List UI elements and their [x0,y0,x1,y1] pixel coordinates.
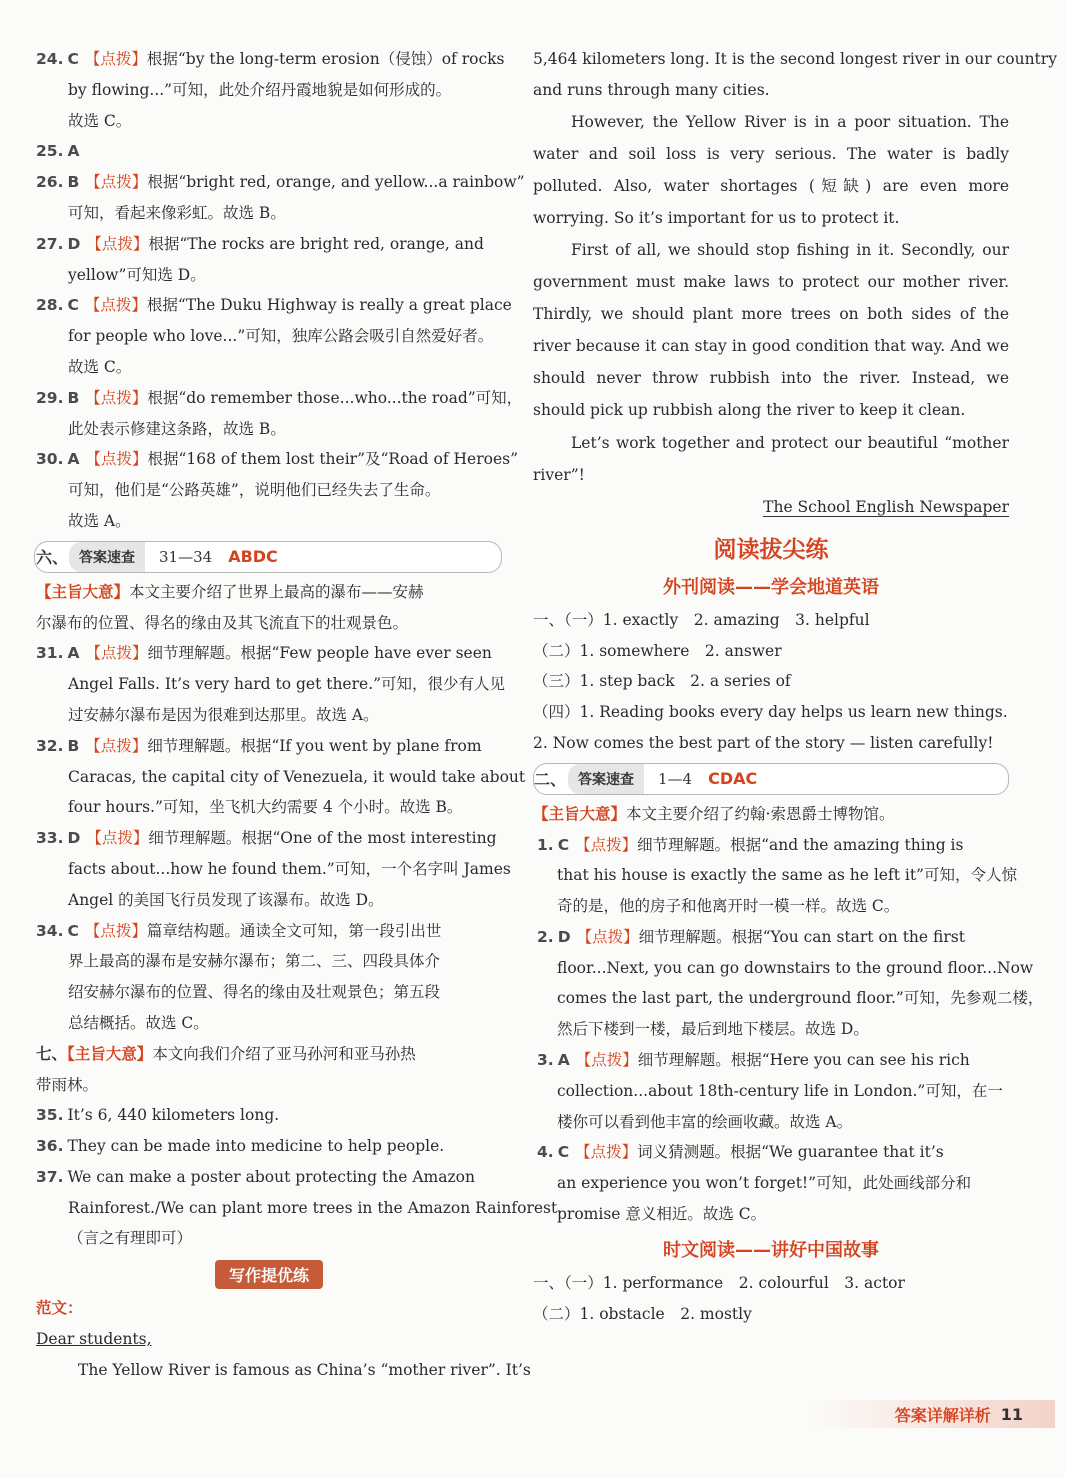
explanation-text: 细节理解题。根据“If you went by plane from [147,736,482,755]
question-number: 34. [36,921,64,940]
hint-tag: 【点拨】 [84,50,147,68]
writing-section-title: 写作提优练 [215,1260,323,1289]
explanation-text: yellow”可知选 D。 [68,265,206,284]
hint-tag: 【点拨】 [85,173,148,192]
answer-letter: C [557,835,570,854]
question-number: 29. [36,388,64,407]
answer-letter: B [67,736,80,755]
quick-check-keys: CDAC [708,769,758,789]
essay-paragraph: However, the Yellow River is in a poor situation. The water and soil loss is very serious. The water is badly polluted. Also, water shortages (短缺) are even more worrying. So it’s important for us to protect it. [533,112,1009,227]
explanation-text: that his house is exactly the same as he left it”可知，令人惊 [557,866,1017,885]
explanation-text: 楼你可以看到他丰富的绘画收藏。故选 A。 [557,1112,853,1131]
hint-tag: 【点拨】 [575,1143,638,1162]
subheading-foreign-reading: 外刊阅读——学会地道英语 [663,576,879,598]
answer-letter: D [557,927,571,946]
answer-quick-check-6 [34,541,502,573]
main-idea-6-line2: 尔瀑布的位置、得名的缘由及其飞流直下的壮观景色。 [36,613,409,632]
explanation-text: 根据“bright red, orange, and yellow...a rainbow” [147,173,525,192]
answer-item-continuation [36,352,502,383]
answer-line: （四）1. Reading books every day helps us learn new things. [533,703,1008,722]
answer-item [36,916,502,947]
left-column [36,44,563,1386]
answer-item [36,229,502,260]
answer-line: （三）1. step back 2. a series of [533,672,791,691]
question-number: 37. [36,1167,64,1186]
answer-item [36,136,502,167]
answer-line: 2. Now comes the best part of the story — listen carefully! [533,733,994,752]
answer-letter: B [67,173,80,192]
explanation-text: an experience you won’t forget!”可知，此处画线部分和 [557,1174,972,1193]
quick-check-label: 答案速查 [69,542,145,572]
answer-item-continuation [36,75,502,106]
explanation-text: 故选 C。 [68,357,132,376]
question-number: 36. [36,1137,64,1156]
answer-letter: C [67,296,79,315]
question-number: 25. [36,142,64,161]
answer-item-continuation [36,792,502,823]
explanation-text: 可知，他们是“公路英雄”，说明他们已经失去了生命。 [68,481,441,500]
footer-title: 答案详解详析 [894,1405,991,1425]
answer-item [36,167,525,198]
answer-letter: C [67,921,79,940]
question-number: 27. [36,234,64,253]
answer-list-part5 [36,44,525,537]
essay-paragraph: First of all, we should stop fishing in it. Secondly, our government must make laws to protect our mother river. Thirdly, we should plant more trees on both sides of the river because it can stay in good condition that way. And we should never throw rubbish into the river. Instead, we should pick up rubbish along the river to keep it clean. [533,240,1009,420]
hint-tag: 【点拨】 [86,234,149,253]
section-number: 二、 [534,770,567,790]
explanation-text: 根据“do remember those...who...the road”可知， [147,388,523,407]
answer-item [36,823,502,854]
explanation-text: comes the last part, the underground floor.”可知，先参观二楼， [557,989,1044,1008]
explanation-text: Angel Falls. It’s very hard to get there.”可知，很少有人见 [68,675,506,694]
answer-letter: B [67,388,80,407]
question-number: 31. [36,644,64,663]
question-number: 24. [36,50,64,68]
hint-tag: 【点拨】 [576,927,639,946]
answer-item-continuation [533,953,1034,984]
question-number: 28. [36,296,64,315]
explanation-text: 细节理解题。根据“You can start on the first [638,927,965,946]
hint-tag: 【点拨】 [575,835,638,854]
main-idea-tag: 【主旨大意】 [36,582,130,601]
answer-item-continuation [36,1193,563,1224]
explanation-text: 细节理解题。根据“and the amazing thing is [637,835,964,854]
page-footer [811,1400,1055,1428]
answer-list-reading [533,830,1044,1230]
explanation-text: They can be made into medicine to help people. [67,1137,445,1156]
explanation-text: 细节理解题。根据“Few people have ever seen [147,644,492,663]
answer-item [36,444,518,475]
answer-line: 一、（一）1. exactly 2. amazing 3. helpful [533,610,870,629]
explanation-text: floor...Next, you can go downstairs to the ground floor...Now [557,958,1034,977]
explanation-text: 绍安赫尔瀑布的位置、得名的缘由及壮观景色；第五段 [68,983,441,1002]
answer-line: （二）1. obstacle 2. mostly [533,1304,752,1323]
answer-letter: A [67,450,80,469]
explanation-text: We can make a poster about protecting the Amazon [67,1167,475,1186]
answer-item [36,731,502,762]
answer-item [36,1131,502,1162]
explanation-text: 总结概括。故选 C。 [68,1013,209,1032]
answer-letter: A [67,644,80,663]
fill-blank-answers-1 [533,605,1009,759]
answer-item-continuation [36,977,502,1008]
explanation-text: 细节理解题。根据“One of the most interesting [148,829,497,848]
answer-item [533,1137,1009,1168]
question-number: 35. [36,1106,64,1125]
answer-item-continuation [36,506,502,537]
explanation-text: 根据“by the long-term erosion（侵蚀）of rocks [146,50,505,68]
answer-line: 一、（一）1. performance 2. colourful 3. actor [533,1273,905,1292]
quick-check-label: 答案速查 [568,764,644,794]
answer-item-continuation [36,198,502,229]
explanation-text: 根据“168 of them lost their”及“Road of Heroes” [147,450,518,469]
explanation-text: （言之有理即可） [68,1229,193,1248]
fill-blank-answers-2 [533,1268,1009,1330]
answer-item-continuation [533,1014,1009,1045]
answer-item-continuation [36,854,511,885]
hint-tag: 【点拨】 [575,1051,638,1070]
answer-letter: A [67,142,80,161]
answer-list-part7 [36,1100,563,1254]
writing-title-wrap [36,1260,502,1289]
hint-tag: 【点拨】 [86,829,149,848]
answer-letter: C [557,1143,570,1162]
explanation-text: 细节理解题。根据“Here you can see his rich [637,1051,970,1070]
hint-tag: 【点拨】 [85,388,148,407]
answer-quick-check-2 [533,763,1009,795]
question-number: 1. [537,835,554,854]
question-number: 30. [36,450,64,469]
answer-item-continuation [533,983,1044,1014]
explanation-text: collection...about 18th-century life in London.”可知，在一 [557,1081,1003,1100]
explanation-text: 过安赫尔瀑布是因为很难到达那里。故选 A。 [68,705,379,724]
explanation-text: Caracas, the capital city of Venezuela, it would take about [68,767,526,786]
explanation-text: 此处表示修建这条路，故选 B。 [68,419,286,438]
quick-check-range: 31—34 [159,547,213,566]
page-number: 11 [1000,1404,1023,1424]
explanation-text: 根据“The Duku Highway is really a great place [146,296,512,315]
section-number: 六、 [36,548,69,568]
essay-body [533,106,1009,491]
main-idea-7: 七、【主旨大意】本文向我们介绍了亚马孙河和亚马孙热 [36,1044,416,1063]
explanation-text: for people who love...”可知，独库公路会吸引自然爱好者。 [68,327,494,346]
hint-tag: 【点拨】 [85,644,148,663]
answer-item-continuation [533,1107,1009,1138]
answer-item-continuation [36,106,502,137]
answer-item-continuation [533,860,1017,891]
right-column [533,44,1057,1329]
answer-item-continuation [36,885,502,916]
answer-item [36,44,505,75]
explanation-text: by flowing...”可知，此处介绍丹霞地貌是如何形成的。 [68,80,452,99]
section-heading-reading: 阅读拔尖练 [713,536,829,563]
answer-letter: C [67,50,79,68]
essay-paragraph: Let’s work together and protect our beautiful “mother river”! [533,433,1009,484]
explanation-text: Rainforest./We can plant more trees in the Amazon Rainforest. [68,1198,563,1217]
quick-check-range: 1—4 [658,769,693,788]
explanation-text: 根据“The rocks are bright red, orange, and [148,234,484,253]
answer-item-continuation [533,1168,1009,1199]
explanation-text: 故选 A。 [68,511,131,530]
hint-tag: 【点拨】 [84,921,147,940]
sample-label: 范文： [36,1299,83,1318]
hint-tag: 【点拨】 [84,296,147,315]
hint-tag: 【点拨】 [85,736,148,755]
answer-item-continuation [533,891,1009,922]
explanation-text: 篇章结构题。通读全文可知，第一段引出世 [146,921,442,940]
answer-item [36,1100,502,1131]
answer-item-continuation [36,321,502,352]
main-idea-2: 【主旨大意】本文主要介绍了约翰·索恩爵士博物馆。 [533,804,895,823]
answer-item-continuation [533,1199,1009,1230]
essay-cont-line2: and runs through many cities. [533,80,770,99]
answer-item [36,383,523,414]
answer-item [36,290,512,321]
explanation-text: It’s 6, 440 kilometers long. [67,1106,280,1125]
question-number: 32. [36,736,64,755]
explanation-text: four hours.”可知，坐飞机大约需要 4 个小时。故选 B。 [68,798,463,817]
main-idea-6: 【主旨大意】本文主要介绍了世界上最高的瀑布——安赫 [36,582,424,601]
quick-check-keys: ABDC [228,547,278,567]
main-idea-7-line2: 带雨林。 [36,1075,99,1094]
essay-first-line: The Yellow River is famous as China’s “mother river”. It’s [78,1360,531,1379]
question-number: 26. [36,173,64,192]
answer-item-continuation [36,1008,502,1039]
answer-item-continuation [36,762,526,793]
answer-line: （二）1. somewhere 2. answer [533,641,782,660]
answer-item [36,1162,502,1193]
answer-item-continuation [36,946,502,977]
answer-letter: D [67,829,81,848]
answer-item [533,922,1009,953]
question-number: 2. [537,927,554,946]
answer-letter: A [557,1051,570,1070]
explanation-text: 界上最高的瀑布是安赫尔瀑布；第二、三、四段具体介 [68,952,441,971]
answer-item-continuation [533,1076,1009,1107]
letter-greeting: Dear students, [36,1330,152,1349]
question-number: 4. [537,1143,554,1162]
essay-cont-line1: 5,464 kilometers long. It is the second longest river in our country [533,50,1057,68]
subheading-chinese-story: 时文阅读——讲好中国故事 [663,1239,879,1261]
explanation-text: 词义猜测题。根据“We guarantee that it’s [637,1143,944,1162]
essay-source: The School English Newspaper [763,497,1009,516]
explanation-text: 奇的是，他的房子和他离开时一模一样。故选 C。 [557,897,900,916]
explanation-text: 故选 C。 [68,111,132,130]
question-number: 3. [537,1051,554,1070]
answer-item-continuation [36,260,502,291]
answer-item [533,1045,1009,1076]
explanation-text: promise 意义相近。故选 C。 [557,1205,767,1224]
answer-list-part6 [36,638,526,1038]
explanation-text: 可知，看起来像彩虹。故选 B。 [68,203,286,222]
answer-item-continuation [36,669,506,700]
answer-item [36,638,502,669]
question-number: 33. [36,829,64,848]
explanation-text: facts about...how he found them.”可知，一个名字叫 James [68,859,511,878]
answer-item [533,830,1009,861]
explanation-text: 然后下楼到一楼，最后到地下楼层。故选 D。 [557,1020,869,1039]
answer-item-continuation [36,700,502,731]
explanation-text: Angel 的美国飞行员发现了该瀑布。故选 D。 [68,890,384,909]
answer-letter: D [67,234,81,253]
answer-item-continuation [36,414,502,445]
hint-tag: 【点拨】 [85,450,148,469]
answer-item-continuation [36,1223,502,1254]
answer-item-continuation [36,475,502,506]
